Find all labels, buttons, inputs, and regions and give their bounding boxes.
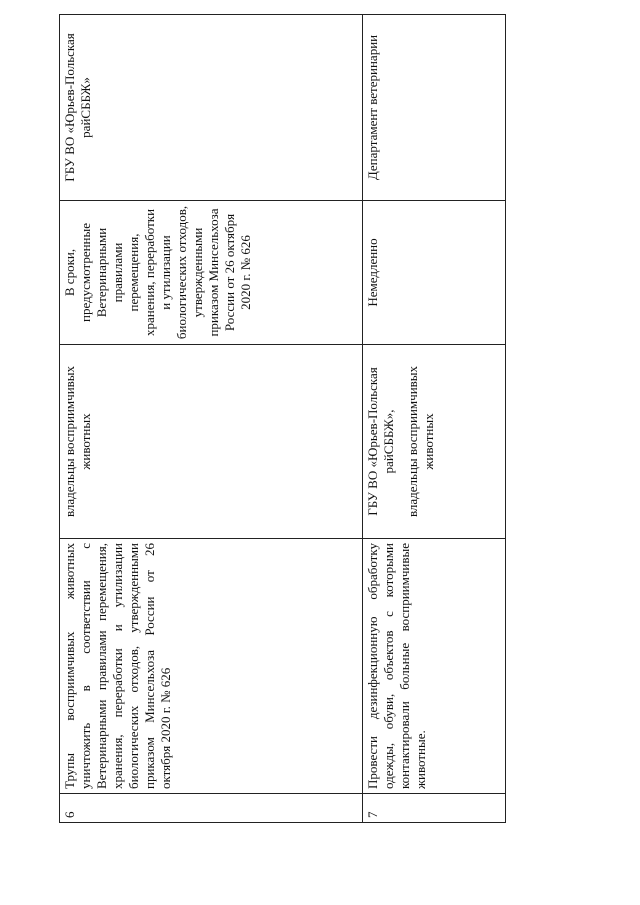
row-number: 6 [60, 794, 363, 823]
executor-text: ГБУ ВО «Юрьев-Польская райСББЖ», [365, 367, 396, 516]
measures-table [59, 14, 506, 823]
term-cell: Немедленно [363, 201, 506, 345]
action-cell: Трупы восприимчивых животных уничтожить в соответствии с Ветеринарными правилами перемещения, хранения, переработки и утилизации биологических отходов, утвержденными приказом Минсельхоза России от 26 октября 2020 г. № 626 [60, 539, 363, 794]
executor-cell [363, 345, 506, 539]
table-row [363, 15, 506, 823]
executor-text: владельцы восприимчивых животных [405, 365, 436, 518]
executor-text: владельцы восприимчивых животных [62, 365, 93, 518]
rotated-page-content [59, 33, 505, 823]
responsible-cell: ГБУ ВО «Юрьев-Польская райСББЖ» [60, 15, 363, 201]
responsible-cell: Департамент ветеринарии [363, 15, 506, 201]
table-row [60, 15, 363, 823]
term-cell: В сроки, предусмотренные Ветеринарными правилами перемещения, хранения, переработки и утилизации биологических отходов, утвержденными приказом Минсельхоза России от 26 октября 2020 г. № 626 [60, 201, 363, 345]
row-number: 7 [363, 794, 506, 823]
action-cell: Провести дезинфекционную обработку одежды, обуви, объектов с которыми контактировали больные восприимчивые животные. [363, 539, 506, 794]
executor-cell [60, 345, 363, 539]
